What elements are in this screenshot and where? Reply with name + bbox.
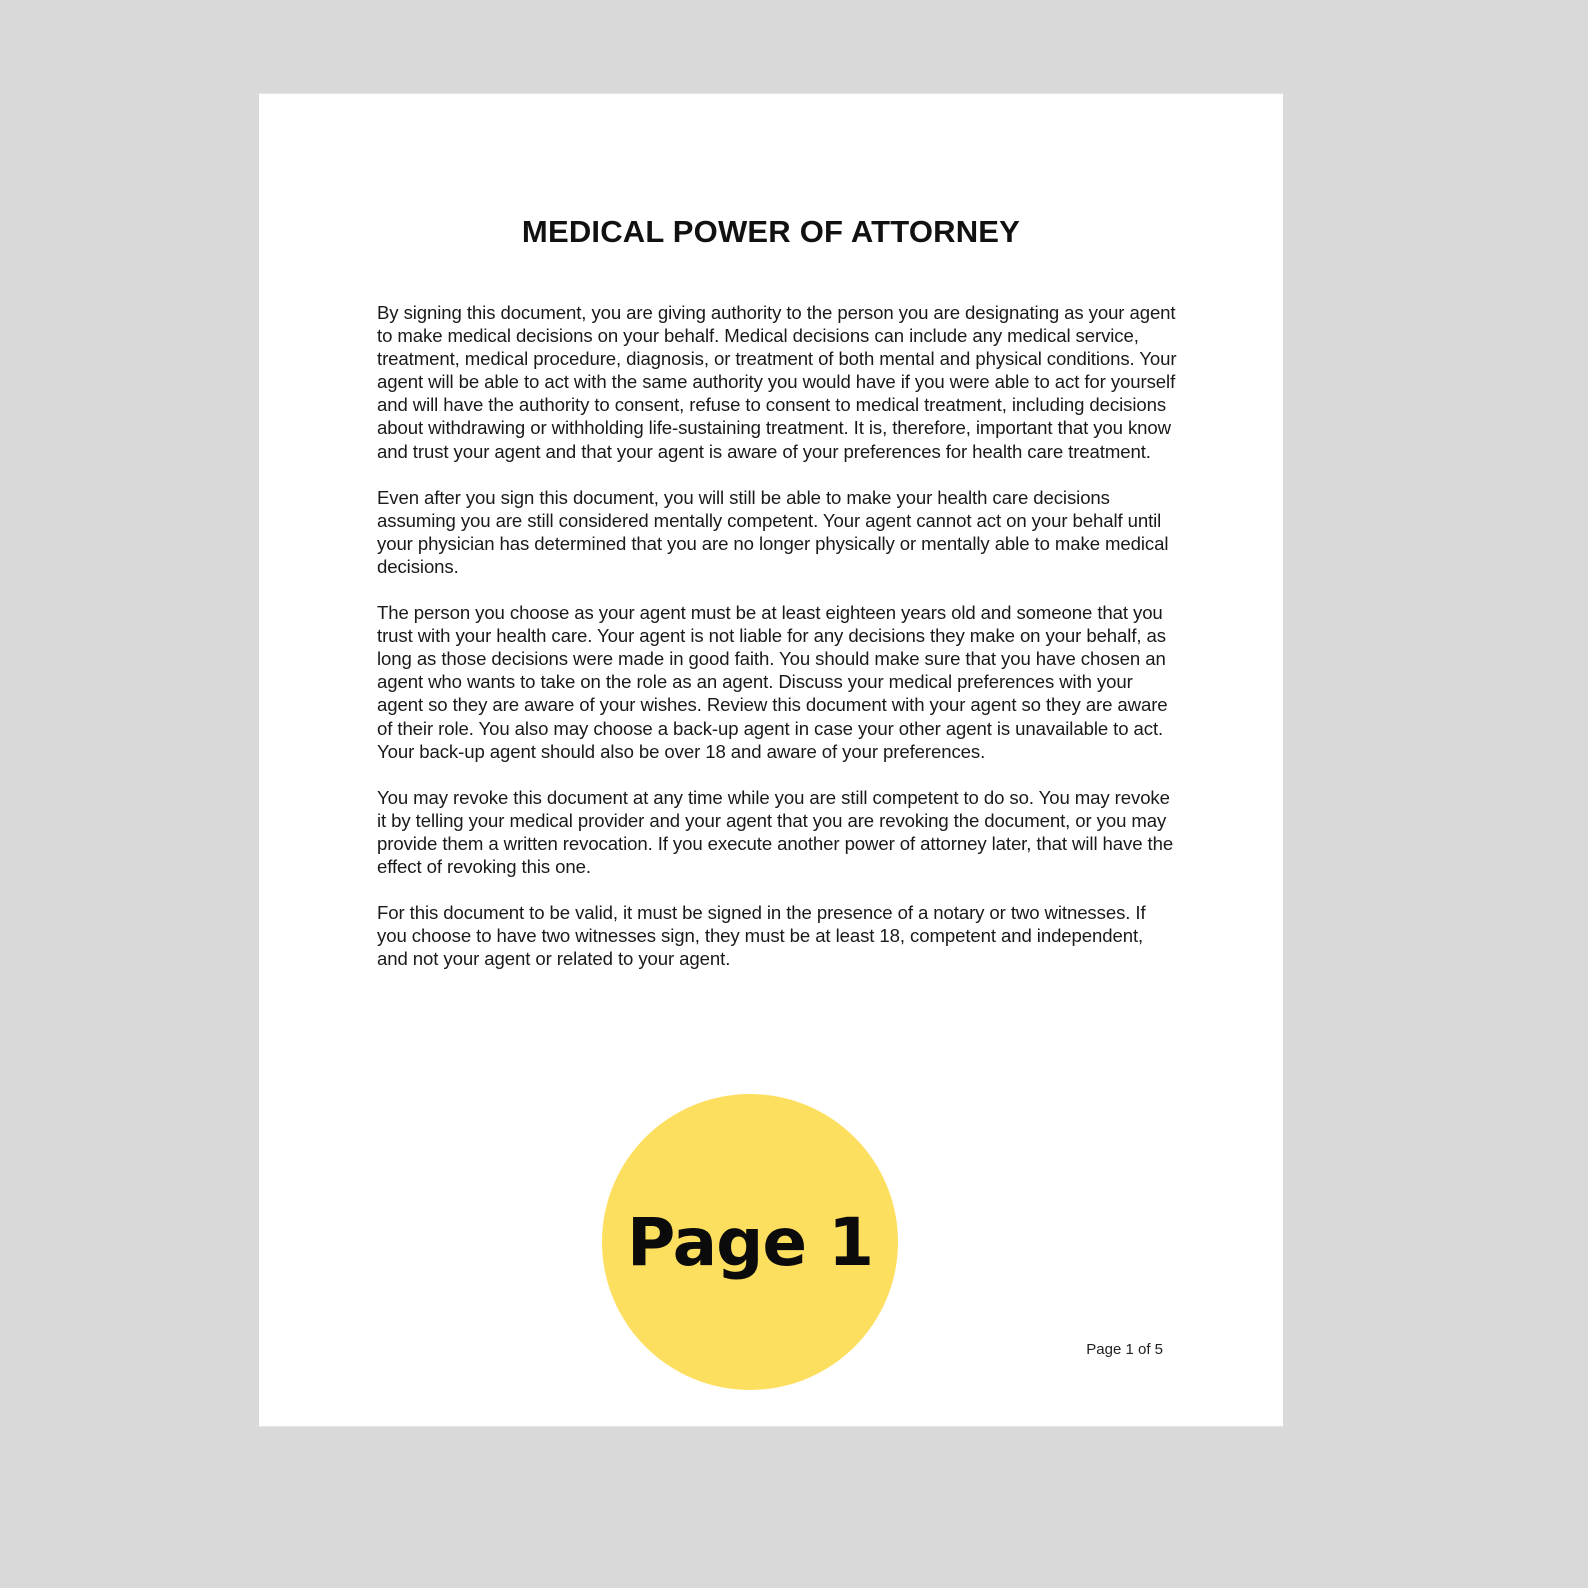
page-badge xyxy=(602,1094,898,1390)
paragraph-5: For this document to be valid, it must be signed in the presence of a notary or two witnesses. If you choose to have two witnesses sign, they must be at least 18, competent and independent, and not your agent or related to your agent. xyxy=(377,902,1146,970)
paragraph-2: Even after you sign this document, you will still be able to make your health care decisions assuming you are still considered mentally competent. Your agent cannot act on your behalf until your physician has determined that you are no longer physically or mentally able to make medical decisions. xyxy=(377,486,1169,577)
paragraph-1: By signing this document, you are giving authority to the person you are designating as your agent to make medical decisions on your behalf. Medical decisions can include any medical service, treatment, medical procedure, diagnosis, or treatment of both mental and physical conditions. Your agent will be able to act with the same authority you would have if you were able to act for yourself and will have the authority to consent, refuse to consent to medical treatment, including decisions about withdrawing or withholding life-sustaining treatment. It is, therefore, important that you know and trust your agent and that your agent is aware of your preferences for health care treatment. xyxy=(377,302,1177,462)
paragraph-3: The person you choose as your agent must be at least eighteen years old and someone that you trust with your health care. Your agent is not liable for any decisions they make on your behalf, as long as those decisions were made in good faith. You should make sure that you have chosen an agent who wants to take on the role as an agent. Discuss your medical preferences with your agent so they are aware of your wishes. Review this document with your agent so they are aware of their role. You also may choose a back-up agent in case your other agent is unavailable to act. Your back-up agent should also be over 18 and aware of your preferences. xyxy=(377,602,1168,762)
document-page xyxy=(259,93,1283,1427)
document-body xyxy=(377,301,1177,993)
page-number: Page 1 of 5 xyxy=(1086,1341,1163,1358)
paragraph-4: You may revoke this document at any time while you are still competent to do so. You may revoke it by telling your medical provider and your agent that you are revoking the document, or you may provide them a written revocation. If you execute another power of attorney later, that will have the effect of revoking this one. xyxy=(377,786,1174,877)
page-badge-label: Page 1 xyxy=(626,1203,874,1281)
document-title: MEDICAL POWER OF ATTORNEY xyxy=(521,214,1021,249)
